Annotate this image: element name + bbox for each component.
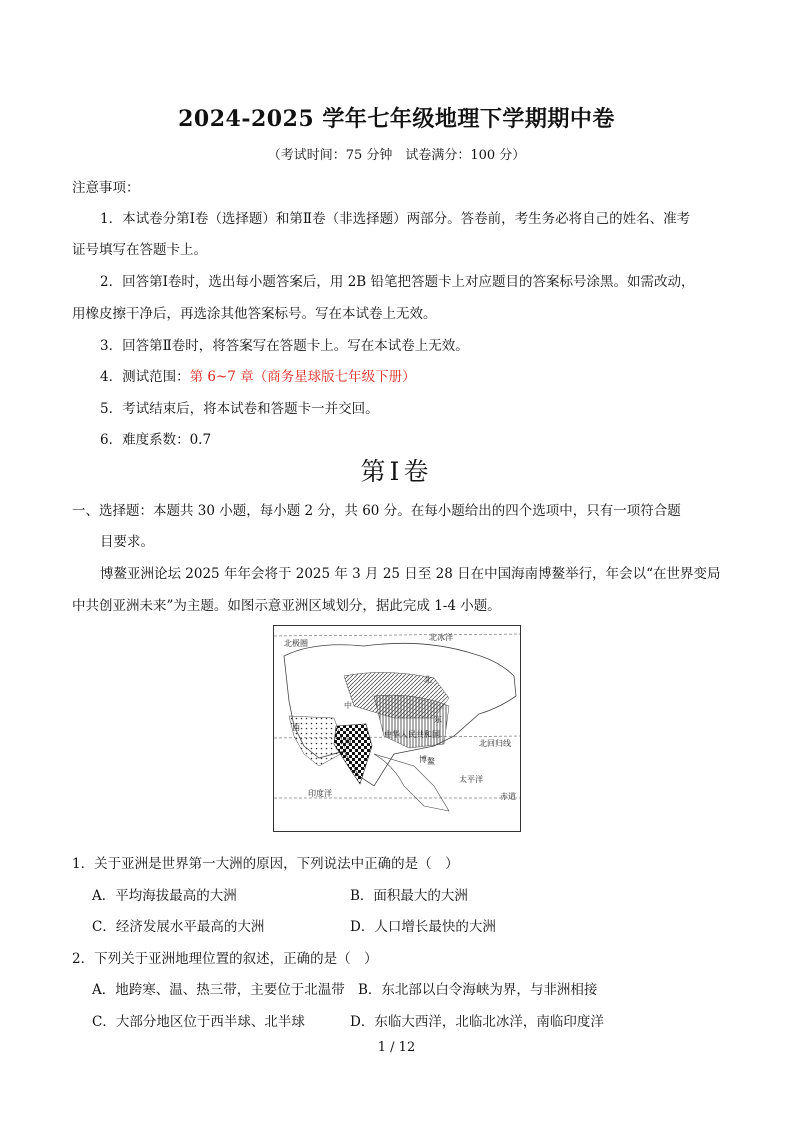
map-label-tropic-of-cancer: 北回归线 bbox=[479, 739, 511, 748]
map-label-east: 东 bbox=[434, 715, 442, 724]
map-label-bo: 博 bbox=[419, 755, 427, 764]
map-label-arctic-ocean: 北冰洋 bbox=[429, 633, 453, 642]
note-4-prefix: 4．测试范围： bbox=[100, 369, 190, 385]
note-4 bbox=[100, 365, 416, 385]
note-3: 3．回答第Ⅱ卷时，将答案写在答题卡上。写在本试卷上无效。 bbox=[100, 338, 469, 354]
page-number: 1 / 12 bbox=[377, 1040, 416, 1055]
note-1-line-a: 1．本试卷分第Ⅰ卷（选择题）和第Ⅱ卷（非选择题）两部分。答卷前，考生务必将自己的姓名、准考 bbox=[100, 211, 691, 227]
asia-region-map bbox=[273, 625, 521, 832]
map-label-west: 西 bbox=[292, 723, 300, 732]
question-1-option-a: A．平均海拔最高的大洲 bbox=[92, 888, 237, 904]
notes-heading: 注意事项： bbox=[72, 180, 140, 196]
note-4-range: 第 6~7 章（商务星球版七年级下册） bbox=[189, 369, 416, 385]
note-5: 5．考试结束后，将本试卷和答题卡一并交回。 bbox=[100, 401, 379, 417]
section-title: 第Ⅰ卷 bbox=[360, 457, 433, 486]
question-1-option-d: D．人口增长最快的大洲 bbox=[350, 919, 496, 935]
question-2-option-c: C．大部分地区位于西半球、北半球 bbox=[92, 1014, 305, 1030]
map-label-equator: 赤道 bbox=[500, 792, 516, 801]
note-1-line-b: 证号填写在答题卡上。 bbox=[72, 242, 207, 258]
exam-subtitle: （考试时间：75 分钟 试卷满分：100 分） bbox=[267, 148, 526, 163]
map-label-north: 北 bbox=[424, 675, 432, 684]
map-label-south: 南 bbox=[344, 737, 352, 746]
map-label-arctic-circle: 北极圈 bbox=[284, 639, 308, 648]
passage-line-b: 中共创亚洲未来”为主题。如图示意亚洲区域划分，据此完成 1-4 小题。 bbox=[72, 598, 501, 614]
map-label-pacific-ocean: 太平洋 bbox=[459, 775, 483, 784]
map-label-central: 中 bbox=[344, 701, 352, 710]
question-2-stem: 2．下列关于亚洲地理位置的叙述，正确的是（ ） bbox=[72, 951, 378, 967]
exam-title: 2024-2025 学年七年级地理下学期期中卷 bbox=[178, 106, 615, 132]
question-2-option-d: D．东临大西洋，北临北冰洋，南临印度洋 bbox=[350, 1014, 604, 1030]
arctic-circle-line bbox=[274, 634, 521, 636]
question-2-option-a: A．地跨寒、温、热三带，主要位于北温带 bbox=[92, 982, 345, 998]
map-label-indian-ocean: 印度洋 bbox=[308, 789, 332, 798]
question-1-option-c: C．经济发展水平最高的大洲 bbox=[92, 919, 265, 935]
section-instructions-b: 目要求。 bbox=[100, 534, 154, 550]
southeast-asia-outline bbox=[374, 754, 449, 811]
map-label-china: 中华人民共和国 bbox=[384, 730, 440, 739]
question-1-option-b: B．面积最大的大洲 bbox=[350, 888, 468, 904]
passage-line-a: 博鳌亚洲论坛 2025 年年会将于 2025 年 3 月 25 日至 28 日在中国海南博鳌举行，年会以“在世界变局 bbox=[100, 566, 721, 582]
note-6: 6．难度系数：0.7 bbox=[100, 432, 212, 448]
question-1-stem: 1．关于亚洲是世界第一大洲的原因，下列说法中正确的是（ ） bbox=[72, 856, 459, 872]
section-instructions-a: 一、选择题：本题共 30 小题，每小题 2 分，共 60 分。在每小题给出的四个选项中，只有一项符合题 bbox=[72, 503, 681, 519]
map-label-ao: 鳌 bbox=[427, 757, 435, 766]
question-2-option-b: B．东北部以白令海峡为界，与非洲相接 bbox=[358, 982, 598, 998]
note-2-line-a: 2．回答第Ⅰ卷时，选出每小题答案后，用 2B 铅笔把答题卡上对应题目的答案标号涂黑。如需改动， bbox=[100, 274, 695, 290]
note-2-line-b: 用橡皮擦干净后，再选涂其他答案标号。写在本试卷上无效。 bbox=[72, 306, 437, 322]
